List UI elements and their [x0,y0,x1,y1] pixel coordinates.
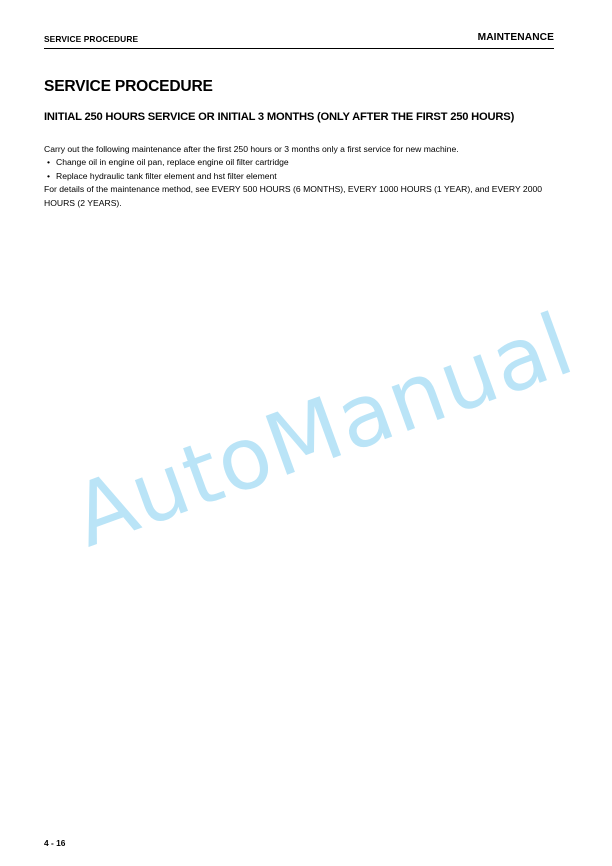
bullet-text: Replace hydraulic tank filter element and hst filter element [56,170,277,181]
body-text [44,143,574,210]
section-heading: INITIAL 250 HOURS SERVICE OR INITIAL 3 MONTHS (ONLY AFTER THE FIRST 250 HOURS) [44,111,515,123]
page-title: SERVICE PROCEDURE [44,78,213,95]
bullet-text: Change oil in engine oil pan, replace engine oil filter cartridge [56,157,289,168]
details-paragraph: For details of the maintenance method, see EVERY 500 HOURS (6 MONTHS), EVERY 1000 HOURS (1 YEAR), and EVERY 2000 HOURS (2 YEARS). [44,184,543,208]
page-number: 4 - 16 [44,838,66,848]
bullet-icon: • [47,170,51,181]
header-section-label: SERVICE PROCEDURE [44,34,139,44]
page-header [44,32,554,49]
bullet-item [44,170,574,183]
watermark: AutoManual [60,294,586,567]
bullet-icon: • [47,157,51,168]
bullet-item [44,156,574,169]
intro-paragraph: Carry out the following maintenance after the first 250 hours or 3 months only a first service for new machine. [44,144,459,154]
header-chapter-label: MAINTENANCE [477,32,554,43]
